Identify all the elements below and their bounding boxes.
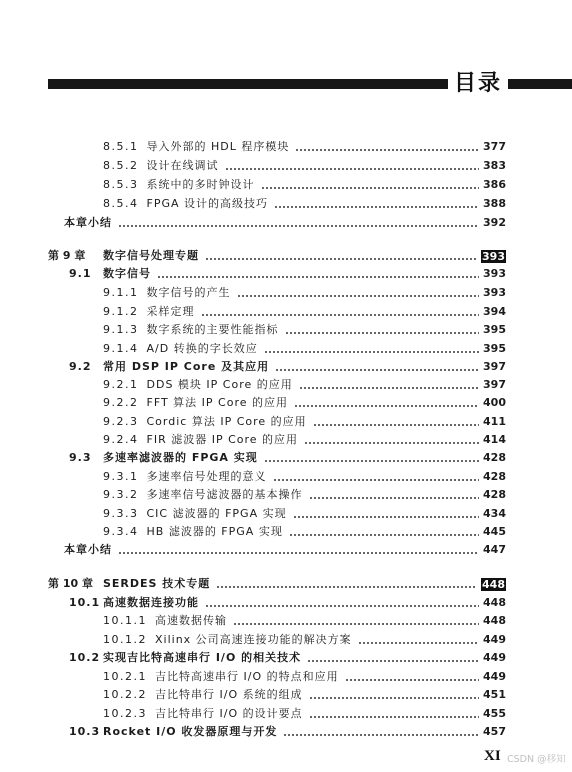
entry-title: DDS 模块 IP Core 的应用 [146, 378, 293, 391]
toc-entry-10-1-1 [103, 613, 506, 629]
section-title: 数字信号 [103, 267, 151, 280]
entry-number: 8.5.1 [103, 140, 139, 153]
entry-number: 9.2.1 [103, 378, 139, 391]
entry-title: Xilinx 公司高速连接功能的解决方案 [155, 633, 352, 646]
entry-page-number: 457 [483, 725, 506, 738]
entry-title: 数字系统的主要性能指标 [146, 323, 279, 336]
entry-page-number: 428 [483, 470, 506, 483]
dot-leader [309, 709, 479, 719]
entry-page-number: 447 [483, 543, 506, 556]
entry-page-number: 449 [483, 633, 506, 646]
toc-entry-8-5-3 [103, 177, 506, 193]
toc-entry-chapter-summary [64, 542, 506, 558]
page-title: 目录 [454, 71, 503, 96]
entry-number: 10.1.1 [103, 614, 147, 627]
entry-page-number: 395 [483, 323, 506, 336]
entry-title: CIC 滤波器的 FPGA 实现 [146, 507, 287, 520]
entry-title: 高速数据传输 [155, 614, 227, 627]
entry-page-number: 449 [483, 651, 506, 664]
dot-leader [264, 453, 479, 463]
dot-leader [293, 509, 479, 519]
toc-entry-9-1 [69, 266, 506, 282]
toc-entry-8-5-4 [103, 196, 506, 212]
toc-entry-10-3 [69, 724, 506, 740]
entry-page-number: 386 [483, 178, 506, 191]
entry-title: 采样定理 [146, 305, 195, 318]
watermark: CSDN @移知 [507, 754, 566, 765]
section-number: 9.2 [69, 360, 92, 373]
toc-entry-8-5-1 [103, 139, 506, 155]
dot-leader [275, 362, 479, 372]
entry-number: 9.1.3 [103, 323, 139, 336]
entry-number: 8.5.2 [103, 159, 139, 172]
dot-leader [205, 251, 477, 261]
toc-entry-10-2 [69, 650, 506, 666]
toc-entry-9-2-3 [103, 414, 506, 430]
chapter-title: 数字信号处理专题 [103, 249, 199, 262]
chapter-number: 第 9 章 [48, 249, 86, 262]
entry-page-number: 434 [483, 507, 506, 520]
dot-leader [157, 269, 479, 279]
toc-entry-9-1-2 [103, 304, 506, 320]
entry-number: 9.2.4 [103, 433, 139, 446]
dot-leader [273, 472, 480, 482]
section-number: 10.2 [69, 651, 101, 664]
folio-page-number: XI [484, 748, 501, 764]
entry-page-number: 388 [483, 197, 506, 210]
dot-leader [225, 161, 480, 171]
entry-page-number: 455 [483, 707, 506, 720]
entry-title: FPGA 设计的高级技巧 [146, 197, 269, 210]
dot-leader [237, 288, 480, 298]
entry-page-number: 393 [483, 286, 506, 299]
entry-number: 9.1.1 [103, 286, 139, 299]
entry-page-number: 377 [483, 140, 506, 153]
entry-number: 9.2.2 [103, 396, 139, 409]
dot-leader [205, 598, 479, 608]
dot-leader [345, 672, 479, 682]
dot-leader [304, 435, 479, 445]
section-number: 9.1 [69, 267, 92, 280]
dot-leader [264, 344, 479, 354]
entry-title: 本章小结 [64, 216, 112, 229]
entry-page-number: 383 [483, 159, 506, 172]
toc-entry-10-1-2 [103, 632, 506, 648]
toc-entry-9-2 [69, 359, 506, 375]
toc-entry-9-2-1 [103, 377, 506, 393]
dot-leader [294, 398, 479, 408]
entry-title: 数字信号的产生 [146, 286, 231, 299]
section-number: 10.1 [69, 596, 101, 609]
toc-entry-9-3 [69, 450, 506, 466]
dot-leader [261, 180, 480, 190]
toc-entry-10-2-1 [103, 669, 506, 685]
dot-leader [216, 579, 477, 589]
section-title: Rocket I/O 收发器原理与开发 [103, 725, 278, 738]
chapter-number: 第 10 章 [48, 577, 93, 590]
entry-page-number: 400 [483, 396, 506, 409]
toc-entry-9-3-2 [103, 487, 506, 503]
entry-page-number: 445 [483, 525, 506, 538]
section-title: 多速率滤波器的 FPGA 实现 [103, 451, 258, 464]
toc-entry-chapter-summary [64, 215, 506, 231]
entry-number: 10.2.2 [103, 688, 147, 701]
toc-entry-9-3-4 [103, 524, 506, 540]
toc-entry-10-1 [69, 595, 506, 611]
entry-page-number: 428 [483, 451, 506, 464]
entry-title: Cordic 算法 IP Core 的应用 [146, 415, 307, 428]
entry-number: 10.2.3 [103, 707, 147, 720]
entry-title: 多速率信号滤波器的基本操作 [146, 488, 303, 501]
entry-number: 9.3.3 [103, 507, 139, 520]
toc-entry-9-1-1 [103, 285, 506, 301]
header-rule-left [48, 79, 448, 89]
entry-title: 吉比特串行 I/O 系统的组成 [155, 688, 303, 701]
entry-title: 吉比特串行 I/O 的设计要点 [155, 707, 303, 720]
entry-number: 9.3.2 [103, 488, 139, 501]
entry-page-number: 397 [483, 360, 506, 373]
entry-page-number: 397 [483, 378, 506, 391]
entry-page-number-highlighted: 448 [482, 577, 505, 591]
chapter-title: SERDES 技术专题 [103, 577, 211, 590]
entry-title: 本章小结 [64, 543, 112, 556]
dot-leader [289, 527, 479, 537]
toc-entry-9-3-1 [103, 469, 506, 485]
entry-number: 10.1.2 [103, 633, 147, 646]
dot-leader [307, 653, 479, 663]
dot-leader [358, 635, 479, 645]
toc-entry-10-2-2 [103, 687, 506, 703]
entry-title: FFT 算法 IP Core 的应用 [146, 396, 289, 409]
entry-page-number: 428 [483, 488, 506, 501]
section-title: 高速数据连接功能 [103, 596, 199, 609]
toc-entry-9-1-3 [103, 322, 506, 338]
entry-title: 吉比特高速串行 I/O 的特点和应用 [155, 670, 339, 683]
dot-leader [233, 616, 479, 626]
entry-page-number: 414 [483, 433, 506, 446]
entry-number: 9.2.3 [103, 415, 139, 428]
section-title: 常用 DSP IP Core 及其应用 [103, 360, 270, 373]
toc-entry-9-3-3 [103, 506, 506, 522]
entry-title: HB 滤波器的 FPGA 实现 [146, 525, 283, 538]
dot-leader [299, 380, 479, 390]
dot-leader [118, 218, 479, 228]
section-title: 实现吉比特高速串行 I/O 的相关技术 [103, 651, 302, 664]
entry-page-number: 392 [483, 216, 506, 229]
dot-leader [309, 490, 480, 500]
toc-entry-10-2-3 [103, 706, 506, 722]
entry-title: 多速率信号处理的意义 [146, 470, 267, 483]
toc-entry-chapter-9 [48, 248, 506, 264]
entry-title: 设计在线调试 [146, 159, 219, 172]
header-rule-right [508, 79, 572, 89]
toc-entry-9-2-4 [103, 432, 506, 448]
entry-number: 8.5.4 [103, 197, 139, 210]
entry-page-number: 411 [483, 415, 506, 428]
dot-leader [309, 690, 479, 700]
section-number: 10.3 [69, 725, 101, 738]
entry-page-number: 393 [483, 267, 506, 280]
section-number: 9.3 [69, 451, 92, 464]
entry-page-number: 451 [483, 688, 506, 701]
dot-leader [295, 142, 479, 152]
dot-leader [285, 325, 480, 335]
entry-number: 9.3.1 [103, 470, 139, 483]
entry-number: 9.3.4 [103, 525, 139, 538]
entry-number: 10.2.1 [103, 670, 147, 683]
entry-title: FIR 滤波器 IP Core 的应用 [146, 433, 299, 446]
toc-entry-9-1-4 [103, 341, 506, 357]
toc-entry-8-5-2 [103, 158, 506, 174]
dot-leader [283, 727, 479, 737]
entry-page-number-highlighted: 393 [482, 249, 505, 263]
entry-title: 导入外部的 HDL 程序模块 [146, 140, 290, 153]
entry-page-number: 395 [483, 342, 506, 355]
entry-page-number: 449 [483, 670, 506, 683]
entry-page-number: 394 [483, 305, 506, 318]
entry-number: 8.5.3 [103, 178, 139, 191]
entry-page-number: 448 [483, 614, 506, 627]
entry-number: 9.1.2 [103, 305, 139, 318]
dot-leader [274, 199, 479, 209]
entry-title: A/D 转换的字长效应 [146, 342, 258, 355]
toc-entry-9-2-2 [103, 395, 506, 411]
entry-title: 系统中的多时钟设计 [146, 178, 255, 191]
dot-leader [201, 307, 480, 317]
dot-leader [118, 545, 479, 555]
dot-leader [313, 417, 479, 427]
entry-number: 9.1.4 [103, 342, 139, 355]
toc-entry-chapter-10 [48, 576, 506, 592]
entry-page-number: 448 [483, 596, 506, 609]
